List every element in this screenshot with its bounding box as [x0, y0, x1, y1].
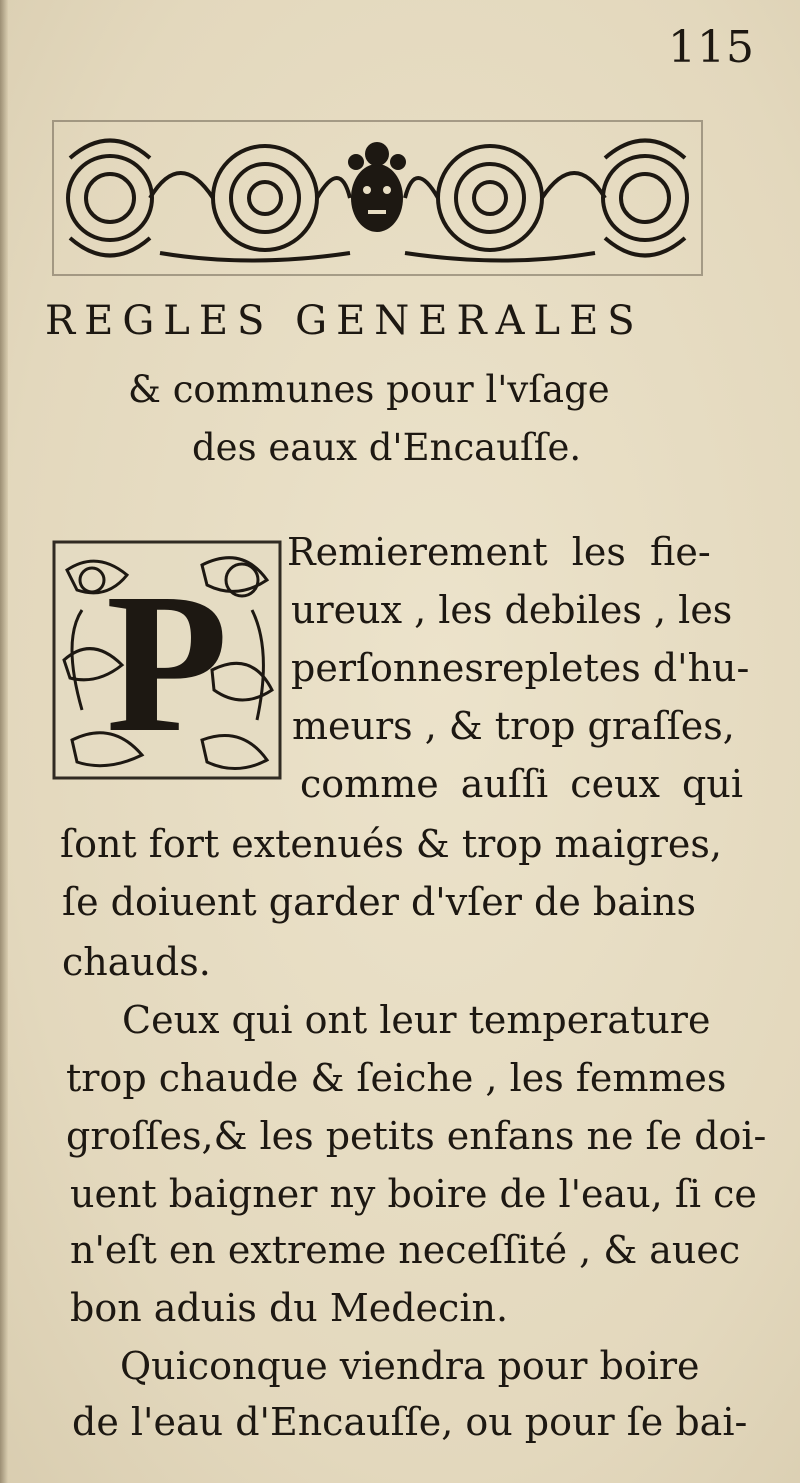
paragraph-1-line-2: ureux , les debiles , les — [291, 588, 733, 632]
paragraph-2-line-6: bon aduis du Medecin. — [70, 1286, 509, 1330]
heading-title: REGLES GENERALES — [45, 298, 644, 344]
paragraph-2-line-1: Ceux qui ont leur temperature — [122, 998, 711, 1042]
paragraph-3-line-1: Quiconque viendra pour boire — [120, 1344, 700, 1388]
page-number: 115 — [668, 22, 755, 73]
heading-subtitle-line-1: & communes pour l'vſage — [128, 368, 610, 411]
paragraph-1-line-6: ſont fort extenués & trop maigres, — [60, 822, 722, 866]
heading-subtitle-line-2: des eaux d'Encauſſe. — [192, 426, 582, 469]
paragraph-3-line-2: de l'eau d'Encauſſe, ou pour ſe bai- — [72, 1400, 748, 1444]
paragraph-2-line-4: uent baigner ny boire de l'eau, ſi ce — [70, 1172, 757, 1216]
paragraph-1-line-7: ſe doiuent garder d'vſer de bains — [62, 880, 697, 924]
paragraph-2-line-3: groſſes,& les petits enfans ne ſe doi- — [66, 1114, 767, 1158]
paragraph-1-line-8: chauds. — [62, 940, 211, 984]
paragraph-1-line-3: perſonnesrepletes d'hu- — [291, 646, 750, 690]
paragraph-2-line-2: trop chaude & ſeiche , les femmes — [66, 1056, 727, 1100]
svg-text:P: P — [105, 553, 229, 774]
decorated-drop-cap-letter — [52, 540, 282, 780]
paragraph-1-line-5: comme auſſi ceux qui — [300, 762, 743, 806]
paragraph-1-line-1: Remierement les fie- — [287, 530, 711, 574]
paragraph-2-line-5: n'eſt en extreme neceſſité , & auec — [70, 1228, 741, 1272]
ornamental-headpiece — [50, 118, 705, 278]
page-gutter-shadow — [0, 0, 8, 1483]
paragraph-1-line-4: meurs , & trop graſſes, — [292, 704, 735, 748]
